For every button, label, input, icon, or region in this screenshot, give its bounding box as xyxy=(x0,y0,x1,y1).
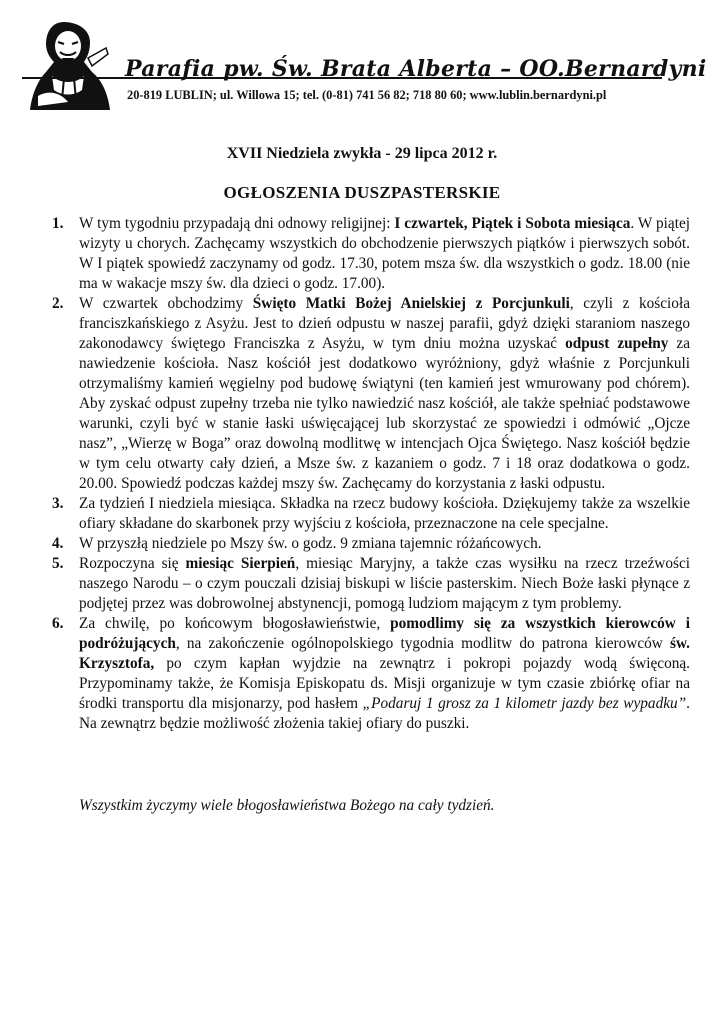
item-slogan: „Podaruj 1 grosz za 1 kilometr jazdy bez wypadku” xyxy=(362,695,687,712)
item-emphasis: pomodlimy się za wszystkich kierowców i podróżujących xyxy=(79,615,690,652)
item-number: 1. xyxy=(52,215,64,232)
announcement-item xyxy=(52,554,690,614)
item-number: 3. xyxy=(52,495,64,512)
item-text: Za tydzień I niedziela miesiąca. Składka na rzecz budowy kościoła. Dziękujemy także za wszelkie ofiary składane do skarbonek przy wyjściu z kościoła, przeznaczone na cele specjalne. xyxy=(79,495,690,532)
item-emphasis: I czwartek, Piątek i Sobota miesiąca xyxy=(394,215,631,232)
item-text: za nawiedzenie kościoła. Nasz kościół jest dodatkowo wyróżniony, gdyż właśnie z Porcjunkuli otrzymaliśmy kamień węgielny pod budowę świątyni (ten kamień jest wmurowany pod chórem). Aby zyskać odpust zupełny trzeba nie tylko nawiedzić nasz kościół, ale także spełniać podstawowe warunki, czyli być w stanie łaski uświęcającej lub skorzystać ze spowiedzi i odmówić „Ojcze nasz”, „Wierzę w Boga” oraz dowolną modlitwę w intencjach Ojca Świętego. Nasz kościół będzie w tym celu otwarty cały dzień, a Msze św. z kazaniem o godz. 7 i 18 oraz dodatkowa o godz. 20.00. Spowiedź podczas każdej mszy św. Zachęcamy do korzystania z łaski odpustu. xyxy=(79,335,690,492)
announcement-item xyxy=(52,494,690,534)
item-text: , miesiąc Maryjny, a także czas wysiłku na rzecz trzeźwości naszego Narodu – o czym pouczali dzisiaj biskupi w liście pasterskim. Niech Boże łaski płynące z podjętej przez was dobrowolnej abstynencji, pomogą ludziom mającym z tym problemy. xyxy=(79,555,690,612)
date-line: XVII Niedziela zwykła - 29 lipca 2012 r. xyxy=(226,145,498,162)
parish-address: 20-819 LUBLIN; ul. Willowa 15; tel. (0-81) 741 56 82; 718 80 60; www.lublin.bernardyni.pl xyxy=(127,88,607,102)
parish-name: Parafia pw. Św. Brata Alberta – OO.Bernardyni xyxy=(125,56,707,82)
item-text: Rozpoczyna się xyxy=(79,555,186,572)
item-text: , na zakończenie ogólnopolskiego tygodnia modlitw do patrona kierowców xyxy=(175,635,671,652)
closing-wish: Wszystkim życzymy wiele błogosławieństwa Bożego na cały tydzień. xyxy=(79,797,495,814)
announcement-item xyxy=(52,214,690,294)
announcements-list xyxy=(52,214,690,734)
item-text: po czym kapłan wyjdzie na zewnątrz i pokropi pojazdy wodą święconą. Przypominamy także, że Komisja Episkopatu ds. Misji organizuje w tym czasie zbiórkę ofiar na środki transportu dla misjonarzy, pod hasłem xyxy=(79,655,690,712)
item-emphasis: Święto Matki Bożej Anielskiej z Porcjunkuli xyxy=(252,295,570,312)
item-text: W przyszłą niedziele po Mszy św. o godz. 9 zmiana tajemnic różańcowych. xyxy=(79,535,542,552)
item-emphasis: odpust zupełny xyxy=(565,335,669,352)
item-text: W tym tygodniu przypadają dni odnowy religijnej: xyxy=(79,215,395,232)
item-number: 6. xyxy=(52,615,64,632)
item-text: . W piątej wizyty u chorych. Zachęcamy wszystkich do obchodzenie pierwszych piątków i pierwszych sobót. W I piątek spowiedź zaczynamy od godz. 17.30, potem msza św. dla wszystkich o godz. 18.00 (nie ma w wakacje mszy św. dla dzieci o godz. 17.00). xyxy=(79,215,690,292)
letterhead xyxy=(0,0,724,115)
announcement-item xyxy=(52,614,690,734)
item-text: . Na zewnątrz będzie możliwość złożenia takiej ofiary do puszki. xyxy=(79,695,690,732)
item-text: , czyli z kościoła franciszkańskiego z Asyżu. Jest to dzień odpustu w naszej parafii, gdyż dzięki staraniom naszego zakonodawcy świętego Franciszka z Asyżu, w tym dniu można uzyskać xyxy=(79,295,690,352)
item-text: Za chwilę, po końcowym błogosławieństwie, xyxy=(79,615,391,632)
item-emphasis: miesiąc Sierpień xyxy=(185,555,296,572)
announcement-item xyxy=(52,294,690,494)
item-number: 2. xyxy=(52,295,64,312)
document-title: OGŁOSZENIA DUSZPASTERSKIE xyxy=(223,183,501,202)
item-emphasis: św. Krzysztofa, xyxy=(79,635,690,672)
announcement-item xyxy=(52,534,690,554)
item-text: W czwartek obchodzimy xyxy=(79,295,253,312)
item-number: 4. xyxy=(52,535,64,552)
item-number: 5. xyxy=(52,555,64,572)
saint-brother-albert-logo xyxy=(24,18,114,112)
